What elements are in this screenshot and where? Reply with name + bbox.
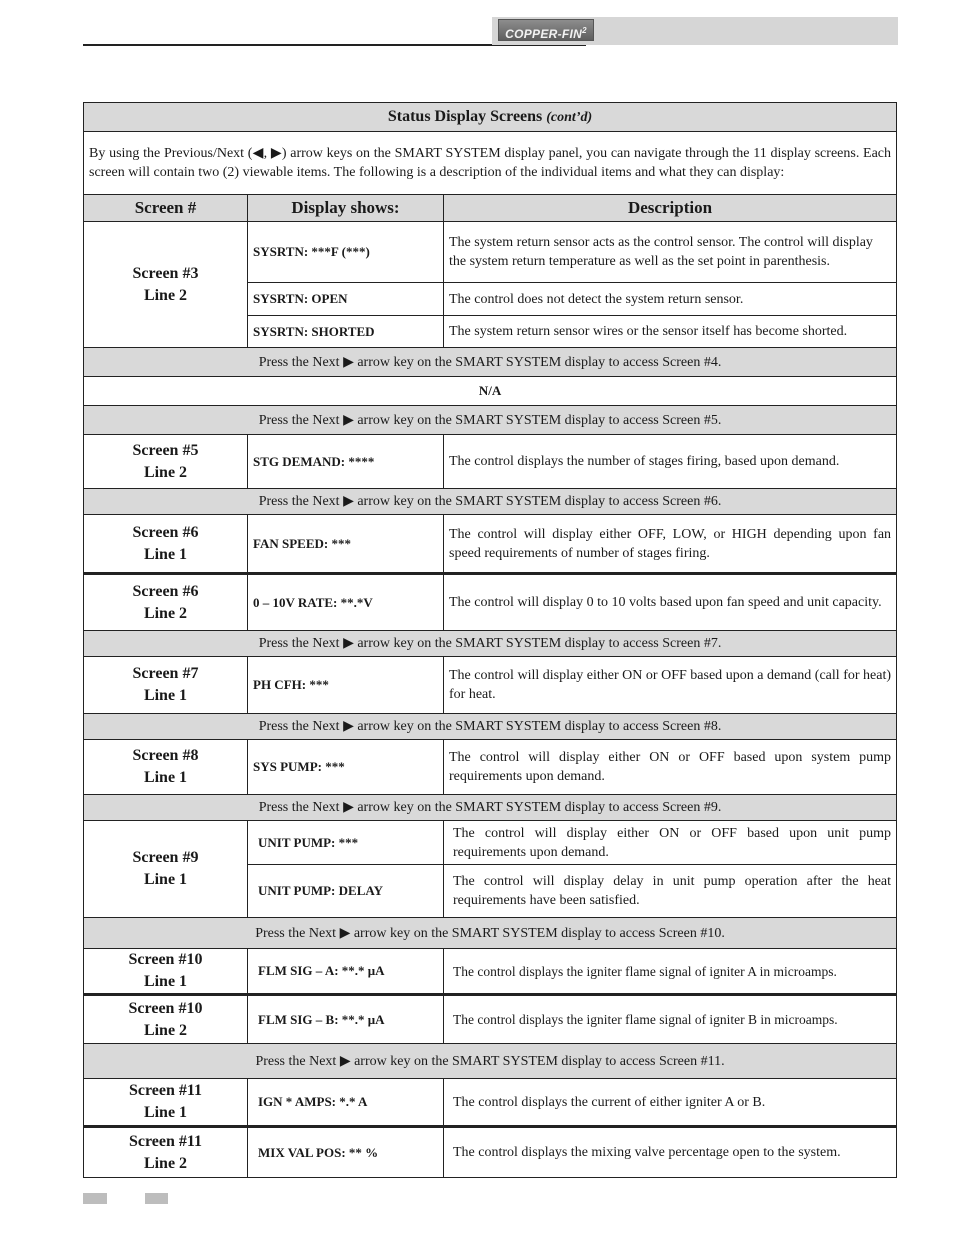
na-row	[84, 377, 897, 406]
footer-page-marker	[83, 1193, 107, 1204]
column-header-row	[84, 195, 897, 222]
display-cell: MIX VAL POS: ** %	[248, 1127, 444, 1178]
display-cell: SYSRTN: SHORTED	[248, 316, 444, 348]
display-cell: FLM SIG – B: **.* μA	[248, 995, 444, 1044]
screen-cell: Screen #10 Line 1	[84, 949, 248, 995]
navigation-hint-row	[84, 918, 897, 949]
table-row	[84, 995, 897, 1044]
table-row	[84, 222, 897, 283]
col-header-display: Display shows:	[248, 195, 444, 222]
navigation-hint-row	[84, 489, 897, 515]
screen-cell: Screen #5 Line 2	[84, 435, 248, 489]
display-cell: STG DEMAND: ****	[248, 435, 444, 489]
screen-cell: Screen #6 Line 2	[84, 574, 248, 631]
navigation-hint-row	[84, 714, 897, 740]
screen-cell: Screen #11 Line 2	[84, 1127, 248, 1178]
display-cell: SYS PUMP: ***	[248, 740, 444, 795]
description-cell: The control displays the igniter flame signal of igniter A in microamps.	[444, 949, 897, 995]
description-cell: The control will display either ON or OFF based upon unit pump requirements upon demand.	[444, 821, 897, 865]
navigation-hint: Press the Next ▶ arrow key on the SMART SYSTEM display to access Screen #7.	[84, 631, 897, 657]
table-row	[84, 1127, 897, 1178]
table-title-row	[84, 103, 897, 132]
screen-cell: Screen #3 Line 2	[84, 222, 248, 348]
display-cell: IGN * AMPS: *.* A	[248, 1079, 444, 1127]
navigation-hint-row	[84, 348, 897, 377]
navigation-hint: Press the Next ▶ arrow key on the SMART SYSTEM display to access Screen #8.	[84, 714, 897, 740]
table-row	[84, 1079, 897, 1127]
screen-cell: Screen #11 Line 1	[84, 1079, 248, 1127]
navigation-hint: Press the Next ▶ arrow key on the SMART SYSTEM display to access Screen #10.	[84, 918, 897, 949]
col-header-screen: Screen #	[84, 195, 248, 222]
na-text: N/A	[84, 377, 897, 406]
display-cell: 0 – 10V RATE: **.*V	[248, 574, 444, 631]
screen-cell: Screen #10 Line 2	[84, 995, 248, 1044]
description-cell: The control will display 0 to 10 volts based upon fan speed and unit capacity.	[444, 574, 897, 631]
navigation-hint-row	[84, 406, 897, 435]
table-row	[84, 657, 897, 714]
display-cell: UNIT PUMP: DELAY	[248, 865, 444, 918]
description-cell: The control does not detect the system return sensor.	[444, 283, 897, 316]
screen-cell: Screen #8 Line 1	[84, 740, 248, 795]
display-cell: SYSRTN: ***F (***)	[248, 222, 444, 283]
navigation-hint: Press the Next ▶ arrow key on the SMART SYSTEM display to access Screen #5.	[84, 406, 897, 435]
description-cell: The control displays the current of either igniter A or B.	[444, 1079, 897, 1127]
footer-page-marker	[145, 1193, 168, 1204]
display-cell: SYSRTN: OPEN	[248, 283, 444, 316]
intro-row	[84, 132, 897, 195]
table-row	[84, 574, 897, 631]
screen-cell: Screen #6 Line 1	[84, 515, 248, 574]
navigation-hint: Press the Next ▶ arrow key on the SMART SYSTEM display to access Screen #11.	[84, 1044, 897, 1079]
intro-text: By using the Previous/Next (◀, ▶) arrow keys on the SMART SYSTEM display panel, you can navigate through the 11 display screens. Each screen will contain two (2) viewable items. The following is a description of the individual items and what they can display:	[84, 132, 897, 195]
description-cell: The control will display either ON or OFF based upon system pump requirements upon demand.	[444, 740, 897, 795]
table-row	[84, 821, 897, 865]
col-header-description: Description	[444, 195, 897, 222]
navigation-hint: Press the Next ▶ arrow key on the SMART SYSTEM display to access Screen #9.	[84, 795, 897, 821]
table-row	[84, 740, 897, 795]
table-row	[84, 515, 897, 574]
description-cell: The control will display delay in unit pump operation after the heat requirements have been satisfied.	[444, 865, 897, 918]
table-title: Status Display Screens (cont’d)	[84, 103, 897, 132]
table-row	[84, 949, 897, 995]
display-cell: FLM SIG – A: **.* μA	[248, 949, 444, 995]
description-cell: The control displays the mixing valve percentage open to the system.	[444, 1127, 897, 1178]
navigation-hint: Press the Next ▶ arrow key on the SMART SYSTEM display to access Screen #4.	[84, 348, 897, 377]
description-cell: The control will display either ON or OFF based upon a demand (call for heat) for heat.	[444, 657, 897, 714]
navigation-hint-row	[84, 795, 897, 821]
table-row	[84, 435, 897, 489]
display-cell: PH CFH: ***	[248, 657, 444, 714]
description-cell: The control displays the igniter flame signal of igniter B in microamps.	[444, 995, 897, 1044]
status-display-table	[83, 102, 897, 1178]
brand-logo: COPPER-FIN$^2$	[498, 19, 594, 41]
navigation-hint-row	[84, 631, 897, 657]
screen-cell: Screen #7 Line 1	[84, 657, 248, 714]
screen-cell: Screen #9 Line 1	[84, 821, 248, 918]
display-cell: FAN SPEED: ***	[248, 515, 444, 574]
navigation-hint: Press the Next ▶ arrow key on the SMART SYSTEM display to access Screen #6.	[84, 489, 897, 515]
description-cell: The control displays the number of stages firing, based upon demand.	[444, 435, 897, 489]
description-cell: The system return sensor acts as the control sensor. The control will display the system return temperature as well as the set point in parenthesis.	[444, 222, 897, 283]
description-cell: The system return sensor wires or the sensor itself has become shorted.	[444, 316, 897, 348]
description-cell: The control will display either OFF, LOW, or HIGH depending upon fan speed requirements of number of stages firing.	[444, 515, 897, 574]
navigation-hint-row	[84, 1044, 897, 1079]
display-cell: UNIT PUMP: ***	[248, 821, 444, 865]
